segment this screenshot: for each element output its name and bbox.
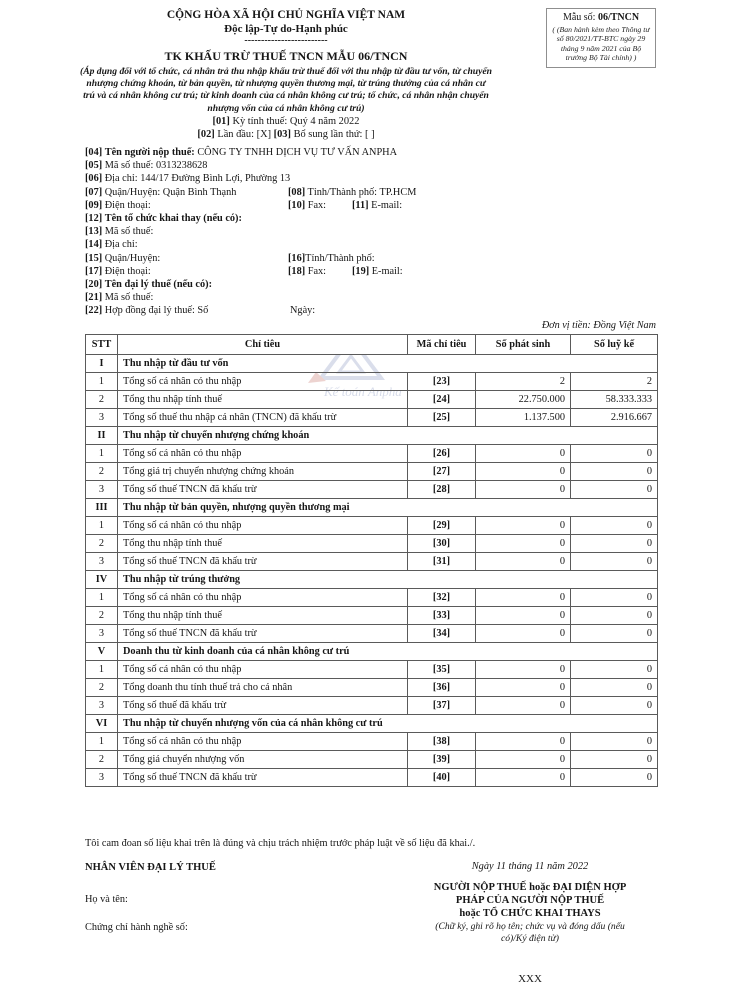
practice-certificate-label: Chứng chỉ hành nghề số:	[85, 922, 188, 933]
row-index: 1	[86, 661, 118, 679]
field-22-agent-contract	[85, 305, 657, 318]
signer-title-line1: NGƯỜI NỘP THUẾ hoặc ĐẠI DIỆN HỢP	[433, 882, 627, 893]
form-number-value: 06/TNCN	[597, 12, 640, 23]
field-label: Điện thoại:	[104, 265, 151, 277]
form-number-line	[550, 12, 652, 24]
section-title: Thu nhập từ trúng thưởng	[118, 571, 658, 589]
supplement-checkbox: [ ]	[365, 129, 375, 141]
field-13-tax-code	[85, 226, 657, 239]
table-row	[86, 697, 658, 715]
table-row	[86, 733, 658, 751]
field-06-address	[85, 173, 657, 186]
row-arising-value: 0	[476, 463, 571, 481]
field-18-fax	[288, 266, 326, 277]
signature-instruction-line1: (Chữ ký, ghi rõ họ tên; chức vụ và đóng dấu (nếu	[435, 921, 625, 932]
field-17-phone	[85, 266, 151, 277]
field-09-10-11-phone-fax-email	[85, 200, 657, 213]
field-label: Điện thoại:	[104, 199, 151, 211]
section-row	[86, 643, 658, 661]
table-row	[86, 409, 658, 427]
row-cumulative-value: 0	[571, 553, 658, 571]
row-cumulative-value: 0	[571, 607, 658, 625]
watermark-text-svg: Kế toán Anpha	[324, 384, 402, 399]
signer-title-line3: hoặc TỔ CHỨC KHAI THAYS	[459, 908, 601, 919]
table-row	[86, 373, 658, 391]
section-number: VI	[86, 715, 118, 733]
row-index: 3	[86, 625, 118, 643]
field-15-16-district-city	[85, 253, 657, 266]
field-07-district	[85, 187, 236, 198]
row-index: 2	[86, 463, 118, 481]
row-arising-value: 0	[476, 769, 571, 787]
row-code: [37]	[408, 697, 476, 715]
row-label: Tổng thu nhập tính thuế	[118, 535, 408, 553]
row-code: [40]	[408, 769, 476, 787]
field-value: Quận Bình Thạnh	[162, 186, 237, 198]
section-title: Thu nhập từ bản quyền, nhượng quyền thương mại	[118, 499, 658, 517]
table-row	[86, 391, 658, 409]
table-body	[86, 355, 658, 787]
field-number: [04]	[85, 147, 103, 158]
row-cumulative-value: 0	[571, 445, 658, 463]
field-label: Fax:	[307, 199, 327, 211]
field-15-district	[85, 253, 160, 264]
row-index: 3	[86, 409, 118, 427]
row-arising-value: 0	[476, 517, 571, 535]
row-index: 1	[86, 517, 118, 535]
table-row	[86, 445, 658, 463]
row-arising-value: 0	[476, 679, 571, 697]
row-arising-value: 2	[476, 373, 571, 391]
row-index: 2	[86, 679, 118, 697]
row-label: Tổng giá chuyển nhượng vốn	[118, 751, 408, 769]
row-code: [39]	[408, 751, 476, 769]
section-number: III	[86, 499, 118, 517]
field-number: [17]	[85, 265, 103, 277]
first-time-checkbox: [X]	[256, 129, 272, 141]
row-cumulative-value: 2	[571, 373, 658, 391]
table-row	[86, 589, 658, 607]
table-row	[86, 679, 658, 697]
form-number-box	[546, 8, 656, 68]
first-time-label: Lần đầu:	[217, 129, 254, 141]
field-number: [08]	[288, 186, 306, 198]
field-number: [15]	[85, 252, 103, 264]
supplement-label: Bổ sung lần thứ:	[293, 129, 363, 141]
signature-date: Ngày 11 tháng 11 năm 2022	[471, 861, 589, 872]
field-number: [22]	[85, 305, 103, 317]
field-12-substitute-org	[85, 213, 657, 226]
row-cumulative-value: 0	[571, 589, 658, 607]
field-20-tax-agent	[85, 279, 657, 292]
row-index: 1	[86, 373, 118, 391]
tax-period-line	[80, 115, 492, 129]
row-index: 3	[86, 769, 118, 787]
row-arising-value: 0	[476, 535, 571, 553]
row-cumulative-value: 0	[571, 463, 658, 481]
row-label: Tổng doanh thu tính thuế trả cho cá nhân	[118, 679, 408, 697]
field-number: [10]	[288, 199, 306, 211]
row-cumulative-value: 0	[571, 697, 658, 715]
field-16-city	[288, 253, 375, 264]
tax-period-text: Kỳ tính thuế: Quý 4 năm 2022	[232, 115, 360, 127]
row-cumulative-value: 0	[571, 733, 658, 751]
field-07-08-district-city	[85, 187, 657, 200]
field-number: [11]	[352, 199, 369, 211]
row-arising-value: 0	[476, 697, 571, 715]
row-label: Tổng giá trị chuyển nhượng chứng khoán	[118, 463, 408, 481]
row-label: Tổng thu nhập tính thuế	[118, 607, 408, 625]
field-number: [07]	[85, 186, 103, 198]
section-title: Thu nhập từ chuyển nhượng vốn của cá nhân không cư trú	[118, 715, 658, 733]
row-code: [28]	[408, 481, 476, 499]
issuance-note: ( (Ban hành kèm theo Thông tư số 80/2021/TT-BTC ngày 29 tháng 9 năm 2021 của Bộ trưởng Bộ Tài chính) )	[552, 25, 650, 63]
taxpayer-info-section	[85, 147, 657, 318]
section-number: II	[86, 427, 118, 445]
table-row	[86, 769, 658, 787]
signature-placeholder: XXX	[518, 973, 542, 985]
col-header-chi-tieu: Chỉ tiêu	[118, 335, 408, 355]
table-row	[86, 751, 658, 769]
field-04-taxpayer-name	[85, 147, 657, 160]
section-number: IV	[86, 571, 118, 589]
row-label: Tổng số cá nhân có thu nhập	[118, 661, 408, 679]
field-09-phone	[85, 200, 151, 211]
row-arising-value: 0	[476, 445, 571, 463]
row-code: [33]	[408, 607, 476, 625]
motto-separator: -------------------------	[244, 35, 328, 46]
row-arising-value: 0	[476, 625, 571, 643]
tax-table-wrap	[85, 334, 658, 787]
field-value: CÔNG TY TNHH DỊCH VỤ TƯ VẤN ANPHA	[197, 147, 398, 158]
header	[80, 8, 492, 142]
row-arising-value: 0	[476, 607, 571, 625]
row-arising-value: 22.750.000	[476, 391, 571, 409]
field-22-contract-date: Ngày:	[290, 305, 316, 317]
row-index: 2	[86, 751, 118, 769]
field-label: Mã số thuế:	[104, 226, 154, 238]
declaration-text: Tôi cam đoan số liệu khai trên là đúng và chịu trách nhiệm trước pháp luật về số liệu đã khai./.	[85, 838, 476, 849]
row-arising-value: 0	[476, 751, 571, 769]
row-index: 2	[86, 391, 118, 409]
field-label: Tên người nộp thuế:	[104, 147, 195, 158]
row-index: 3	[86, 553, 118, 571]
field-label: E-mail:	[371, 265, 403, 277]
row-label: Tổng số cá nhân có thu nhập	[118, 733, 408, 751]
row-code: [32]	[408, 589, 476, 607]
row-index: 3	[86, 697, 118, 715]
field-05-tax-code	[85, 160, 657, 173]
row-cumulative-value: 0	[571, 661, 658, 679]
form-scope-note: (Áp dụng đối với tổ chức, cá nhân trả thu nhập khấu trừ thuế đối với thu nhập từ đầu tư vốn, từ chuyển nhượng chứng khoán, từ bản quyền, từ nhượng quyền thương mại, từ trúng thưởng của cá nhân cư trú và cá nhân không cư trú; từ kinh doanh của cá nhân không cư trú; tổ chức, cá nhân nhận chuyển nhượng vốn của cá nhân không cư trú)	[80, 66, 492, 114]
field-number: [09]	[85, 199, 103, 211]
field-label: Hợp đồng đại lý thuế: Số	[104, 305, 209, 317]
row-arising-value: 0	[476, 481, 571, 499]
field-label: Tên đại lý thuế (nếu có):	[104, 278, 212, 290]
field-value: 0313238628	[155, 160, 208, 172]
row-label: Tổng số thuế TNCN đã khấu trừ	[118, 625, 408, 643]
national-title: CỘNG HÒA XÃ HỘI CHỦ NGHĨA VIỆT NAM	[166, 9, 406, 21]
row-code: [25]	[408, 409, 476, 427]
table-row	[86, 535, 658, 553]
row-cumulative-value: 0	[571, 481, 658, 499]
section-title: Thu nhập từ đầu tư vốn	[118, 355, 658, 373]
field-label: Tỉnh/Thành phố:	[305, 252, 375, 264]
row-label: Tổng số thuế TNCN đã khấu trừ	[118, 769, 408, 787]
row-arising-value: 0	[476, 661, 571, 679]
field-11-email	[352, 200, 402, 211]
row-label: Tổng số thuế đã khấu trừ	[118, 697, 408, 715]
national-motto: Độc lập-Tự do-Hạnh phúc	[224, 23, 348, 35]
field-number: [20]	[85, 278, 103, 290]
field-number: [21]	[85, 292, 103, 304]
section-row	[86, 571, 658, 589]
row-cumulative-value: 0	[571, 769, 658, 787]
signature-instruction-line2: có)/Ký điện tử)	[501, 932, 559, 944]
row-cumulative-value: 0	[571, 751, 658, 769]
section-title: Doanh thu từ kinh doanh của cá nhân không cư trú	[118, 643, 658, 661]
field-label: Tên tổ chức khai thay (nếu có):	[104, 212, 242, 224]
row-index: 1	[86, 589, 118, 607]
field-number: [18]	[288, 265, 306, 277]
row-label: Tổng số cá nhân có thu nhập	[118, 589, 408, 607]
row-code: [34]	[408, 625, 476, 643]
row-cumulative-value: 2.916.667	[571, 409, 658, 427]
row-arising-value: 0	[476, 589, 571, 607]
row-code: [36]	[408, 679, 476, 697]
field-10-fax	[288, 200, 326, 211]
table-row	[86, 517, 658, 535]
row-index: 2	[86, 607, 118, 625]
field-label: Quận/Huyện:	[104, 252, 161, 264]
row-index: 2	[86, 535, 118, 553]
row-label: Tổng số thuế TNCN đã khấu trừ	[118, 481, 408, 499]
field-19-email	[352, 266, 403, 277]
row-arising-value: 1.137.500	[476, 409, 571, 427]
field-21-tax-code	[85, 292, 657, 305]
field-label: Địa chỉ:	[104, 173, 138, 185]
field-label: Mã số thuế:	[104, 160, 154, 172]
row-code: [27]	[408, 463, 476, 481]
field-label: Mã số thuế:	[104, 292, 154, 304]
field-number: [02]	[197, 129, 215, 141]
section-row	[86, 355, 658, 373]
field-number: [14]	[85, 239, 103, 251]
section-title: Thu nhập từ chuyển nhượng chứng khoán	[118, 427, 658, 445]
row-index: 3	[86, 481, 118, 499]
field-label: Fax:	[307, 265, 327, 277]
col-header-ma-chi-tieu: Mã chỉ tiêu	[408, 335, 476, 355]
row-code: [35]	[408, 661, 476, 679]
field-22-contract-number	[85, 305, 208, 316]
row-cumulative-value: 0	[571, 625, 658, 643]
table-row	[86, 463, 658, 481]
table-row	[86, 481, 658, 499]
field-08-city	[288, 187, 416, 198]
tax-declaration-table	[85, 334, 658, 787]
field-label: E-mail:	[371, 199, 403, 211]
row-code: [24]	[408, 391, 476, 409]
field-value: TP.HCM	[379, 186, 417, 198]
field-number: [01]	[212, 115, 230, 127]
row-cumulative-value: 0	[571, 517, 658, 535]
row-code: [31]	[408, 553, 476, 571]
agent-staff-title: NHÂN VIÊN ĐẠI LÝ THUẾ	[85, 862, 216, 873]
row-arising-value: 0	[476, 553, 571, 571]
field-value: 144/17 Đường Bình Lợi, Phường 13	[140, 173, 291, 185]
filing-type-line	[80, 128, 492, 142]
row-code: [26]	[408, 445, 476, 463]
field-number: [12]	[85, 212, 103, 224]
currency-unit-note: Đơn vị tiền: Đồng Việt Nam	[541, 320, 656, 331]
field-number: [16]	[288, 252, 306, 264]
section-number: I	[86, 355, 118, 373]
full-name-label: Họ và tên:	[85, 894, 128, 905]
col-header-so-phat-sinh: Số phát sinh	[476, 335, 571, 355]
row-label: Tổng số cá nhân có thu nhập	[118, 445, 408, 463]
field-label: Quận/Huyện:	[104, 186, 161, 198]
section-number: V	[86, 643, 118, 661]
row-cumulative-value: 0	[571, 679, 658, 697]
table-row	[86, 553, 658, 571]
table-row	[86, 607, 658, 625]
row-label: Tổng số cá nhân có thu nhập	[118, 517, 408, 535]
section-row	[86, 499, 658, 517]
col-header-so-luy-ke: Số luỹ kế	[571, 335, 658, 355]
field-label: Địa chỉ:	[104, 239, 138, 251]
section-row	[86, 427, 658, 445]
row-code: [38]	[408, 733, 476, 751]
field-number: [13]	[85, 226, 103, 238]
table-row	[86, 625, 658, 643]
signature-block	[370, 860, 690, 944]
table-header-row	[86, 335, 658, 355]
row-label: Tổng số thuế TNCN đã khấu trừ	[118, 553, 408, 571]
row-label: Tổng số thuế thu nhập cá nhân (TNCN) đã khấu trừ	[118, 409, 408, 427]
signer-title-line2: PHÁP CỦA NGƯỜI NỘP THUẾ	[455, 895, 605, 906]
row-cumulative-value: 0	[571, 535, 658, 553]
field-number: [03]	[273, 129, 291, 141]
field-number: [05]	[85, 160, 103, 172]
field-number: [19]	[352, 265, 370, 277]
row-code: [23]	[408, 373, 476, 391]
field-17-18-19-phone-fax-email	[85, 266, 657, 279]
row-index: 1	[86, 445, 118, 463]
row-label: Tổng thu nhập tính thuế	[118, 391, 408, 409]
row-index: 1	[86, 733, 118, 751]
form-title: TK KHẤU TRỪ THUẾ TNCN MẪU 06/TNCN	[164, 49, 408, 63]
table-row	[86, 661, 658, 679]
form-number-label: Mẫu số:	[562, 12, 596, 23]
row-arising-value: 0	[476, 733, 571, 751]
col-header-stt: STT	[86, 335, 118, 355]
section-row	[86, 715, 658, 733]
row-code: [29]	[408, 517, 476, 535]
row-code: [30]	[408, 535, 476, 553]
field-number: [06]	[85, 173, 103, 185]
field-label: Tỉnh/Thành phố:	[307, 186, 378, 198]
field-14-address	[85, 239, 657, 252]
row-label: Tổng số cá nhân có thu nhập	[118, 373, 408, 391]
row-cumulative-value: 58.333.333	[571, 391, 658, 409]
